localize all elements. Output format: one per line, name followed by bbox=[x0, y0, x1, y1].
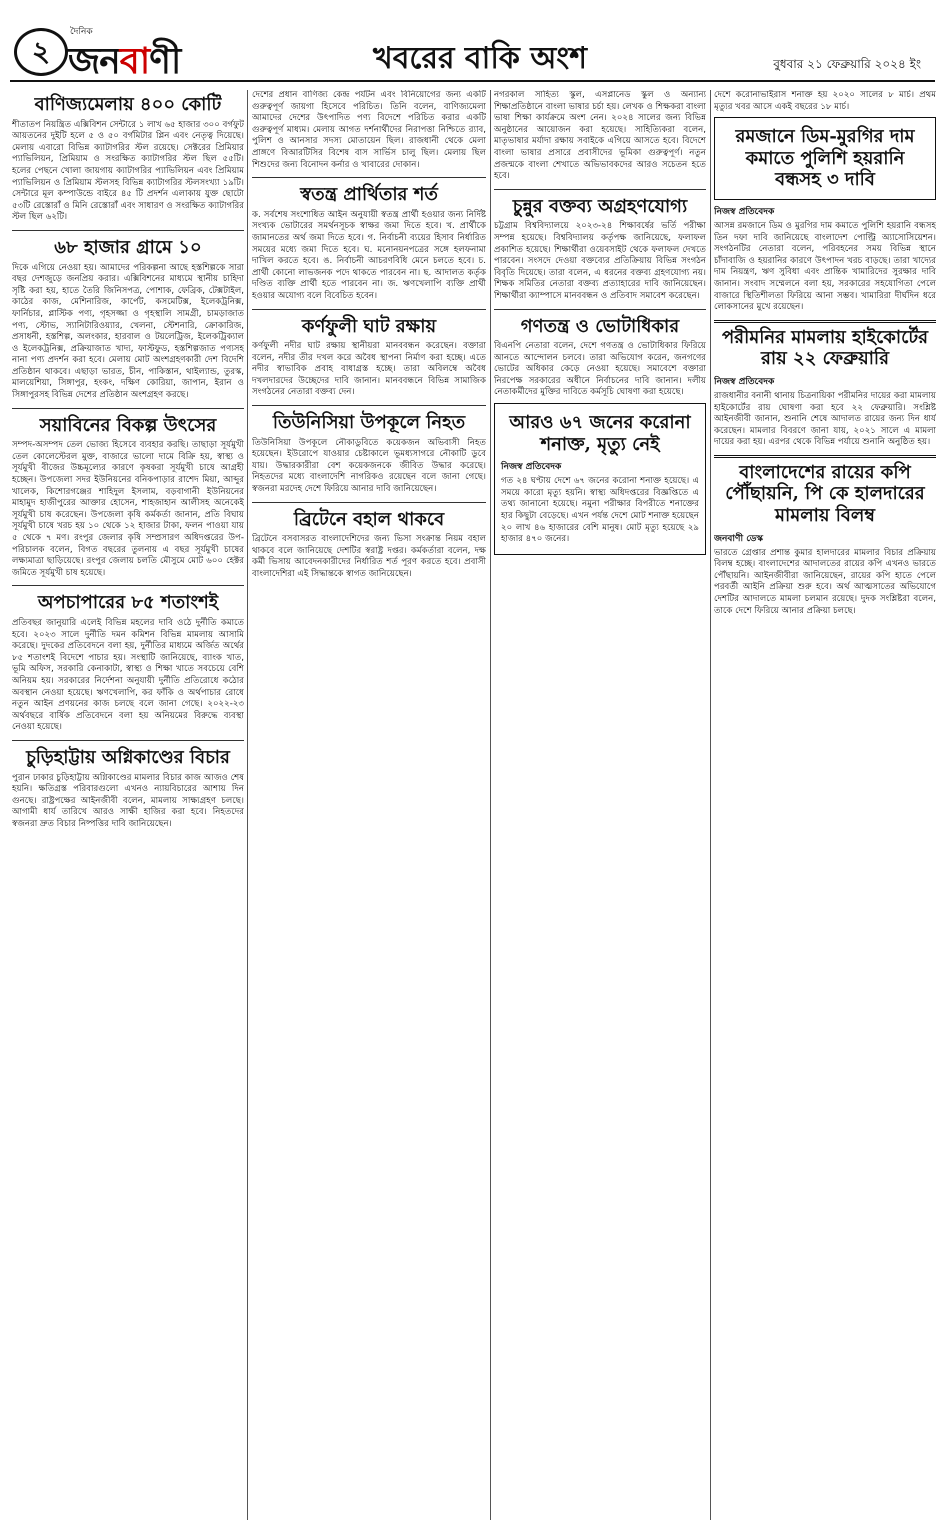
column-1 bbox=[12, 90, 244, 1522]
divider bbox=[714, 320, 936, 323]
corona-box bbox=[494, 403, 706, 555]
article-body: পুরান ঢাকার চুড়িহাট্টায় অগ্নিকাণ্ডের মামলার বিচার কাজ আজও শেষ হয়নি। ক্ষতিগ্রস্ত পরিবারগুলো এখনও ন্যায়বিচারের আশায় দিন গুনছে। রাষ্ট্রপক্ষের আইনজীবী বলেন, মামলায় সাক্ষ্যগ্রহণ চলছে। আগামী ধার্য তারিখে আরও সাক্ষী হাজির করা হবে। নিহতদের স্বজনরা দ্রুত বিচার নিষ্পত্তির দাবি জানিয়েছেন। bbox=[12, 772, 244, 829]
article-body: দিকে এগিয়ে নেওয়া হয়। আমাদের পরিকল্পনা আছে হস্তশিল্পকে সারা বছর দেশজুড়ে জনপ্রিয় করার। এক্সিবিশনের মাধ্যমে স্থানীয় চাহিদা সৃষ্টি করা হয়, হাতে তৈরি জিনিসপত্র, পোশাক, ফেব্রিক, টেক্সটাইল, কাঠের কাজ, মেশিনারিজ, কার্পেট, কসমেটিক্স, ইলেকট্রনিক্স, ফার্নিচার, প্লাস্টিক পণ্য, গৃহসজ্জা ও গৃহস্থালি সামগ্রী, চামড়াজাত পণ্য, স্টোভ, স্যানিটারিওয়্যার, খেলনা, স্টেশনারি, ক্রোকারিজ, প্রসাধনী, হস্তশিল্প, অলংকার, হারবাল ও টয়লেট্রিজ, ইলেকট্রিক্যাল ও ইলেকট্রনিক্স, প্রক্রিয়াজাত খাদ্য, ফাস্টফুড, হস্তশিল্পজাত পণ্যসহ নানা পণ্য প্রদর্শন করা হবে। মেলায় মোট অংশগ্রহণকারী দেশ বিদেশি প্রতিষ্ঠান থাকবে। এছাড়া ভারত, চীন, পাকিস্তান, থাইল্যান্ড, তুরস্ক, মালয়েশিয়া, সিঙ্গাপুর, হংকং, দক্ষিণ কোরিয়া, জাপান, ইরান ও সিঙ্গাপুরসহ বিভিন্ন দেশের প্রতিষ্ঠান অংশগ্রহণ করছে। bbox=[12, 262, 244, 401]
divider bbox=[252, 177, 486, 178]
headline-soybean: সয়াবিনের বিকল্প উৎসের bbox=[39, 414, 217, 436]
article-body: বিএনপি নেতারা বলেন, দেশে গণতন্ত্র ও ভোটাধিকার ফিরিয়ে আনতে আন্দোলন চলবে। তারা অভিযোগ করেন, জনগণের ভোটের অধিকার কেড়ে নেওয়া হয়েছে। সমাবেশে বক্তারা নিরপেক্ষ সরকারের অধীনে নির্বাচনের দাবি জানান। দলীয় নেতাকর্মীদের মুক্তির দাবিতে কর্মসূচি ঘোষণা করা হয়েছে। bbox=[494, 341, 706, 398]
ramadan-box bbox=[714, 117, 936, 200]
divider bbox=[252, 309, 486, 310]
column-divider bbox=[247, 90, 248, 1520]
article-body: কর্ণফুলী নদীর ঘাট রক্ষায় স্থানীয়রা মানববন্ধন করেছেন। বক্তারা বলেন, নদীর তীর দখল করে অবৈধ স্থাপনা নির্মাণ করা হচ্ছে। এতে নদীর স্বাভাবিক প্রবাহ বাধাগ্রস্ত হচ্ছে। তারা অবিলম্বে অবৈধ দখলদারদের উচ্ছেদের দাবি জানান। মানববন্ধনে বিভিন্ন সামাজিক সংগঠনের নেতারা বক্তব্য দেন। bbox=[252, 341, 486, 398]
date-line: বুধবার ২১ ফেব্রুয়ারি ২০২৪ ইং bbox=[773, 57, 921, 71]
article-body: সম্পদ-অসম্পদ তেল ভোজ্য হিসেবে ব্যবহার করছি। তাছাড়া সূর্যমুখী তেল কোলেস্টেরল মুক্ত, বাজারে ভালো দামে বিক্রি হয়, স্বাস্থ্য ও সূর্যমুখী বীজের উচ্চমূল্যের কারণে কৃষকরা সূর্যমুখী চাষে আগ্রহী হচ্ছেন। উপজেলা সদর ইউনিয়নের বনিকপাড়ার রাশেদ মিয়া, আব্দুর খালেক, কিশোরগঞ্জের শাহিদুল ইসলাম, বড়বাগানী ইউনিয়নের মাহামুদ হাজীপুরের আক্তার হোসেন, শাহজাহান আলীসহ অনেকেই সূর্যমুখী চাষ করেছেন। উপজেলা কৃষি কর্মকর্তা জানান, প্রতি বিঘায় সূর্যমুখী চাষে খরচ হয় ১০ থেকে ১২ হাজার টাকা, ফলন পাওয়া যায় ৫ থেকে ৭ মণ। রংপুর জেলার কৃষি সম্প্রসারণ অধিদপ্তরের উপ-পরিচালক বলেন, বিগত বছরের তুলনায় এ বছর সূর্যমুখী চাষের লক্ষ্যমাত্রা ছাড়িয়েছে। রংপুর জেলায় চলতি মৌসুমে মোট ৬০০ হেক্টর জমিতে সূর্যমুখী চাষ হয়েছে। bbox=[12, 440, 244, 578]
article-body: শীতাতপ নিয়ন্ত্রিত এক্সিবিশন সেন্টারে ১ লাখ ৬৫ হাজার ৩০০ বর্গফুট আয়তনের দুইটি হলে ৫ ও ৫০ বর্গমিটার প্লিন এবং নেতৃত্ব দিয়েছে। মেলায় এবারো বিভিন্ন ক্যাটাগরির স্টল রয়েছে। সেক্টরের প্রিমিয়ার প্যাভিলিয়ন, প্রিমিয়াম ও সংরক্ষিত ক্যাটাগরির স্টল ছিল ৫৫টি। হলের পেছনে খোলা জায়গায় ক্যাটাগরির প্যাভিলিয়ন এবং প্রিমিয়াম প্যাভিলিয়ন ও প্রিমিয়াম স্টলসহ বিভিন্ন ক্যাটাগরির স্টলসংখ্যা ১৯টি। সেন্টারে মূল কম্পাউন্ডে বাইরে ৪৫ টি প্রদর্শন এলাকায় যুক্ত ছোটো ৫৩টি রেস্তোরাঁ ও মিনি রেস্তোরাঁ এবং সাধারণ ও সংরক্ষিত ক্যাটাগরির স্টল ছিল ৬২টি। bbox=[12, 119, 244, 223]
article-body: গত ২৪ ঘণ্টায় দেশে ৬৭ জনের করোনা শনাক্ত হয়েছে। এ সময়ে কারো মৃত্যু হয়নি। স্বাস্থ্য অধিদপ্তরের বিজ্ঞপ্তিতে এ তথ্য জানানো হয়েছে। নমুনা পরীক্ষার বিপরীতে শনাক্তের হার কিছুটা বেড়েছে। এখন পর্যন্ত দেশে মোট শনাক্ত হয়েছেন ২০ লাখ ৪৬ হাজারের বেশি মানুষ। মোট মৃত্যু হয়েছে ২৯ হাজার ৪৭০ জনের। bbox=[501, 476, 699, 545]
article-body: প্রতিবছর জানুয়ারি এলেই বিভিন্ন মহলের দাবি ওঠে দুর্নীতি কমাতে হবে। ২০২৩ সালে দুর্নীতি দমন কমিশন বিভিন্ন মামলায় আসামি করেছে। দুদকের প্রতিবেদনে বলা হয়, দুর্নীতির মাধ্যমে অর্জিত অর্থের ৮৫ শতাংশই বিদেশে পাচার হয়। সংস্থাটি জানিয়েছে, ব্যাংক খাত, ভূমি অফিস, সরকারি কেনাকাটা, স্বাস্থ্য ও শিক্ষা খাতে সবচেয়ে বেশি অনিয়ম হয়। সরকারের নির্দেশনা অনুযায়ী দুর্নীতি প্রতিরোধে কঠোর অবস্থান নেওয়া হয়েছে। ঋণখেলাপি, কর ফাঁকি ও অর্থপাচার রোধে নতুন আইন প্রণয়নের কাজ চলছে বলে জানা গেছে। ২০২২-২৩ অর্থবছরে বার্ষিক প্রতিবেদনে বলা হয় অনিয়মের বিরুদ্ধে ব্যবস্থা নেওয়া হয়েছে। bbox=[12, 617, 244, 733]
article-body: নগরকাল সাহিত্য স্কুল, এসপ্লানেড স্কুল ও অন্যান্য শিক্ষাপ্রতিষ্ঠানে বাংলা ভাষার চর্চা হয়। লেখক ও শিক্ষকরা বাংলা ভাষা শিক্ষা কার্যক্রমে অংশ নেন। ২০২৪ সালের জন্য বিভিন্ন অনুষ্ঠানের আয়োজন করা হয়েছে। সাহিত্যিকরা বলেন, মাতৃভাষার মর্যাদা রক্ষায় সবাইকে এগিয়ে আসতে হবে। বিদেশে বাংলা ভাষার প্রসারে প্রবাসীদের ভূমিকা গুরুত্বপূর্ণ। নতুন প্রজন্মকে বাংলা শেখাতে অভিভাবকদের আরও সচেতন হতে হবে। bbox=[494, 90, 706, 182]
divider bbox=[12, 230, 244, 231]
headline-porimoni: পরীমনির মামলায় হাইকোর্টের রায় ২২ ফেব্রুয়ারি bbox=[721, 326, 929, 370]
article-body: ক. সর্বশেষ সংশোধিত আইন অনুযায়ী স্বতন্ত্র প্রার্থী হওয়ার জন্য নির্দিষ্ট সংখ্যক ভোটারের সমর্থনসূচক স্বাক্ষর জমা দিতে হবে। খ. প্রার্থীকে জামানতের অর্থ জমা দিতে হবে। গ. নির্বাচনী ব্যয়ের হিসাব নির্ধারিত সময়ের মধ্যে জমা দিতে হবে। ঘ. মনোনয়নপত্রের সঙ্গে হলফনামা দাখিল করতে হবে। ঙ. নির্বাচনী আচরণবিধি মেনে চলতে হবে। চ. প্রার্থী কোনো লাভজনক পদে থাকতে পারবেন না। ছ. আদালত কর্তৃক দণ্ডিত ব্যক্তি প্রার্থী হতে পারবেন না। জ. ঋণখেলাপি ব্যক্তি প্রার্থী হওয়ার অযোগ্য বলে বিবেচিত হবেন। bbox=[252, 209, 486, 301]
daily-label: দৈনিক bbox=[70, 27, 93, 37]
column-4 bbox=[714, 90, 936, 1522]
article-body: চট্টগ্রাম বিশ্ববিদ্যালয়ে ২০২৩-২৪ শিক্ষাবর্ষের ভর্তি পরীক্ষা সম্পন্ন হয়েছে। বিশ্ববিদ্যালয় কর্তৃপক্ষ জানিয়েছে, ফলাফল প্রকাশিত হয়েছে। শিক্ষার্থীরা ওয়েবসাইট থেকে ফলাফল দেখতে পারবেন। সংসদে দেওয়া বক্তব্যের প্রতিক্রিয়ায় বিভিন্ন সংগঠন বিবৃতি দিয়েছে। তারা বলেন, এ ধরনের বক্তব্য গ্রহণযোগ্য নয়। শিক্ষক সমিতির নেতারা বক্তব্য প্রত্যাহারের দাবি জানিয়েছেন। শিক্ষার্থীরা ক্যাম্পাসে মানববন্ধন ও প্রতিবাদ সমাবেশ করেছেন। bbox=[494, 221, 706, 301]
divider bbox=[12, 408, 244, 409]
headline-corruption: অপচাপারের ৮৫ শতাংশই bbox=[37, 592, 219, 614]
headline-britain: ব্রিটেনে বহাল থাকবে bbox=[293, 508, 445, 530]
masthead bbox=[0, 0, 945, 82]
divider bbox=[252, 405, 486, 406]
byline: নিজস্ব প্রতিবেদক bbox=[714, 376, 775, 387]
divider bbox=[252, 502, 486, 503]
column-divider bbox=[490, 90, 491, 1520]
article-body: রাজধানীর বনানী থানায় চিত্রনায়িকা পরীমনির দায়ের করা মামলায় হাইকোর্টের রায় ঘোষণা করা হবে ২২ ফেব্রুয়ারি। সংশ্লিষ্ট আইনজীবী জানান, শুনানি শেষে আদালত রায়ের জন্য দিন ধার্য করেছেন। মামলার বিবরণে জানা যায়, ২০২১ সালে এ মামলা দায়ের করা হয়। এরপর থেকে বিভিন্ন পর্যায়ে শুনানি অনুষ্ঠিত হয়। bbox=[714, 390, 936, 448]
article-body: দেশের প্রধান বাণিজ্য কেন্দ্র পর্যটন এবং বিনিয়োগের জন্য একটি গুরুত্বপূর্ণ জায়গা হিসেবে পরিচিত। তিনি বলেন, বাণিজ্যমেলা আমাদের দেশের উৎপাদিত পণ্য বিদেশে পরিচিত করার একটি গুরুত্বপূর্ণ মাধ্যম। মেলায় আগত দর্শনার্থীদের নিরাপত্তা নিশ্চিতে র‌্যাব, পুলিশ ও আনসার সদস্য মোতায়েন ছিল। রাজধানী থেকে মেলা প্রাঙ্গণে বিআরটিসির বিশেষ বাস সার্ভিস চালু ছিল। মেলায় ছিল শিশুদের জন্য বিনোদন কর্নার ও খাবারের দোকান। bbox=[252, 90, 486, 170]
headline-corona: আরও ৬৭ জনের করোনা শনাক্ত, মৃত্যু নেই bbox=[509, 412, 691, 455]
logo-part-b: বা bbox=[119, 40, 150, 82]
logo-part-a: জন bbox=[68, 40, 120, 82]
column-divider bbox=[710, 90, 711, 1520]
article-body: ভারতে গ্রেপ্তার প্রশান্ত কুমার হালদারের মামলার বিচার প্রক্রিয়ায় বিলম্ব হচ্ছে। বাংলাদেশের আদালতের রায়ের কপি এখনও ভারতে পৌঁছায়নি। আইনজীবীরা জানিয়েছেন, রায়ের কপি হাতে পেলে পরবর্তী আইনি প্রক্রিয়া শুরু হবে। অর্থ আত্মসাতের অভিযোগে দেশটির আদালতে মামলা চলমান রয়েছে। দুদক সংশ্লিষ্টরা বলেন, তাকে দেশে ফিরিয়ে আনার প্রক্রিয়া চলছে। bbox=[714, 547, 936, 616]
byline: নিজস্ব প্রতিবেদক bbox=[501, 462, 562, 473]
headline-tunisia: তিউনিসিয়া উপকূলে নিহত bbox=[272, 412, 466, 434]
headline-ramadan-eggs: রমজানে ডিম-মুরগির দাম কমাতে পুলিশি হয়রানি বন্ধসহ ৩ দাবি bbox=[735, 126, 915, 191]
article-body: তিউনিসিয়া উপকূলে নৌকাডুবিতে কয়েকজন অভিবাসী নিহত হয়েছেন। ইউরোপে যাওয়ার চেষ্টাকালে ভূমধ্যসাগরে নৌকাটি ডুবে যায়। উদ্ধারকারীরা বেশ কয়েকজনকে জীবিত উদ্ধার করেছে। নিহতদের মধ্যে বাংলাদেশি নাগরিকও রয়েছেন বলে জানা গেছে। স্বজনরা মরদেহ দেশে ফিরিয়ে আনার দাবি জানিয়েছেন। bbox=[252, 437, 486, 495]
column-2 bbox=[252, 90, 486, 1522]
divider bbox=[494, 189, 706, 190]
article-body: আসন্ন রমজানে ডিম ও মুরগির দাম কমাতে পুলিশি হয়রানি বন্ধসহ তিন দফা দাবি জানিয়েছে বাংলাদেশ পোল্ট্রি অ্যাসোসিয়েশন। সংগঠনটির নেতারা বলেন, পরিবহনের সময় বিভিন্ন স্থানে চাঁদাবাজি ও হয়রানির কারণে উৎপাদন খরচ বাড়ছে। তারা খাদ্যের দাম নিয়ন্ত্রণ, ঋণ সুবিধা এবং প্রান্তিক খামারিদের সুরক্ষার দাবি জানান। সংবাদ সম্মেলনে বলা হয়, সরকারের সহযোগিতা পেলে বাজারে স্থিতিশীলতা ফিরিয়ে আনা সম্ভব। খামারিরা দীর্ঘদিন ধরে লোকসানের মুখে রয়েছেন। bbox=[714, 220, 936, 313]
headline-pk-halder: বাংলাদেশের রায়ের কপি পৌঁছায়নি, পি কে হালদারের মামলায় বিলম্ব bbox=[725, 461, 925, 527]
article-body: ব্রিটেনে বসবাসরত বাংলাদেশিদের জন্য ভিসা সংক্রান্ত নিয়ম বহাল থাকবে বলে জানিয়েছে দেশটির স্বরাষ্ট্র দপ্তর। কর্মকর্তারা বলেন, দক্ষ কর্মী ভিসায় আবেদনকারীদের নির্ধারিত শর্ত পূরণ করতে হবে। প্রবাসী বাংলাদেশিরা এই সিদ্ধান্তকে স্বাগত জানিয়েছেন। bbox=[252, 534, 486, 579]
headline-independent-candidacy: স্বতন্ত্র প্রার্থিতার শর্ত bbox=[300, 184, 438, 206]
byline: জনবাণী ডেস্ক bbox=[714, 533, 763, 544]
logo-part-c: ণী bbox=[149, 40, 181, 82]
divider bbox=[714, 455, 936, 458]
headline-karnaphuli: কর্ণফুলী ঘাট রক্ষায় bbox=[301, 315, 437, 337]
section-title: খবরের বাকি অংশ bbox=[373, 41, 587, 76]
headline-chawkbazar-fire: চুড়িহাট্টায় অগ্নিকাণ্ডের বিচার bbox=[26, 746, 230, 768]
divider bbox=[12, 740, 244, 741]
article-body: দেশে করোনাভাইরাস শনাক্ত হয় ২০২০ সালের ৮ মার্চ। প্রথম মৃত্যুর খবর আসে একই বছরের ১৮ মার্চ। bbox=[714, 90, 936, 112]
headline-chunnu: চুন্নুর বক্তব্য অগ্রহণযোগ্য bbox=[512, 195, 688, 217]
masthead-rule bbox=[10, 80, 935, 82]
byline: নিজস্ব প্রতিবেদক bbox=[714, 206, 775, 217]
headline-democracy: গণতন্ত্র ও ভোটাধিকার bbox=[520, 315, 680, 337]
newspaper-logo bbox=[68, 34, 180, 94]
divider bbox=[12, 585, 244, 586]
headline-villages: ৬৮ হাজার গ্রামে ১০ bbox=[54, 236, 202, 258]
column-3 bbox=[494, 90, 706, 1522]
headline-fair: বাণিজ্যমেলায় ৪০০ কোটি bbox=[34, 94, 222, 115]
page-number: ২ bbox=[14, 28, 68, 76]
divider bbox=[494, 309, 706, 310]
